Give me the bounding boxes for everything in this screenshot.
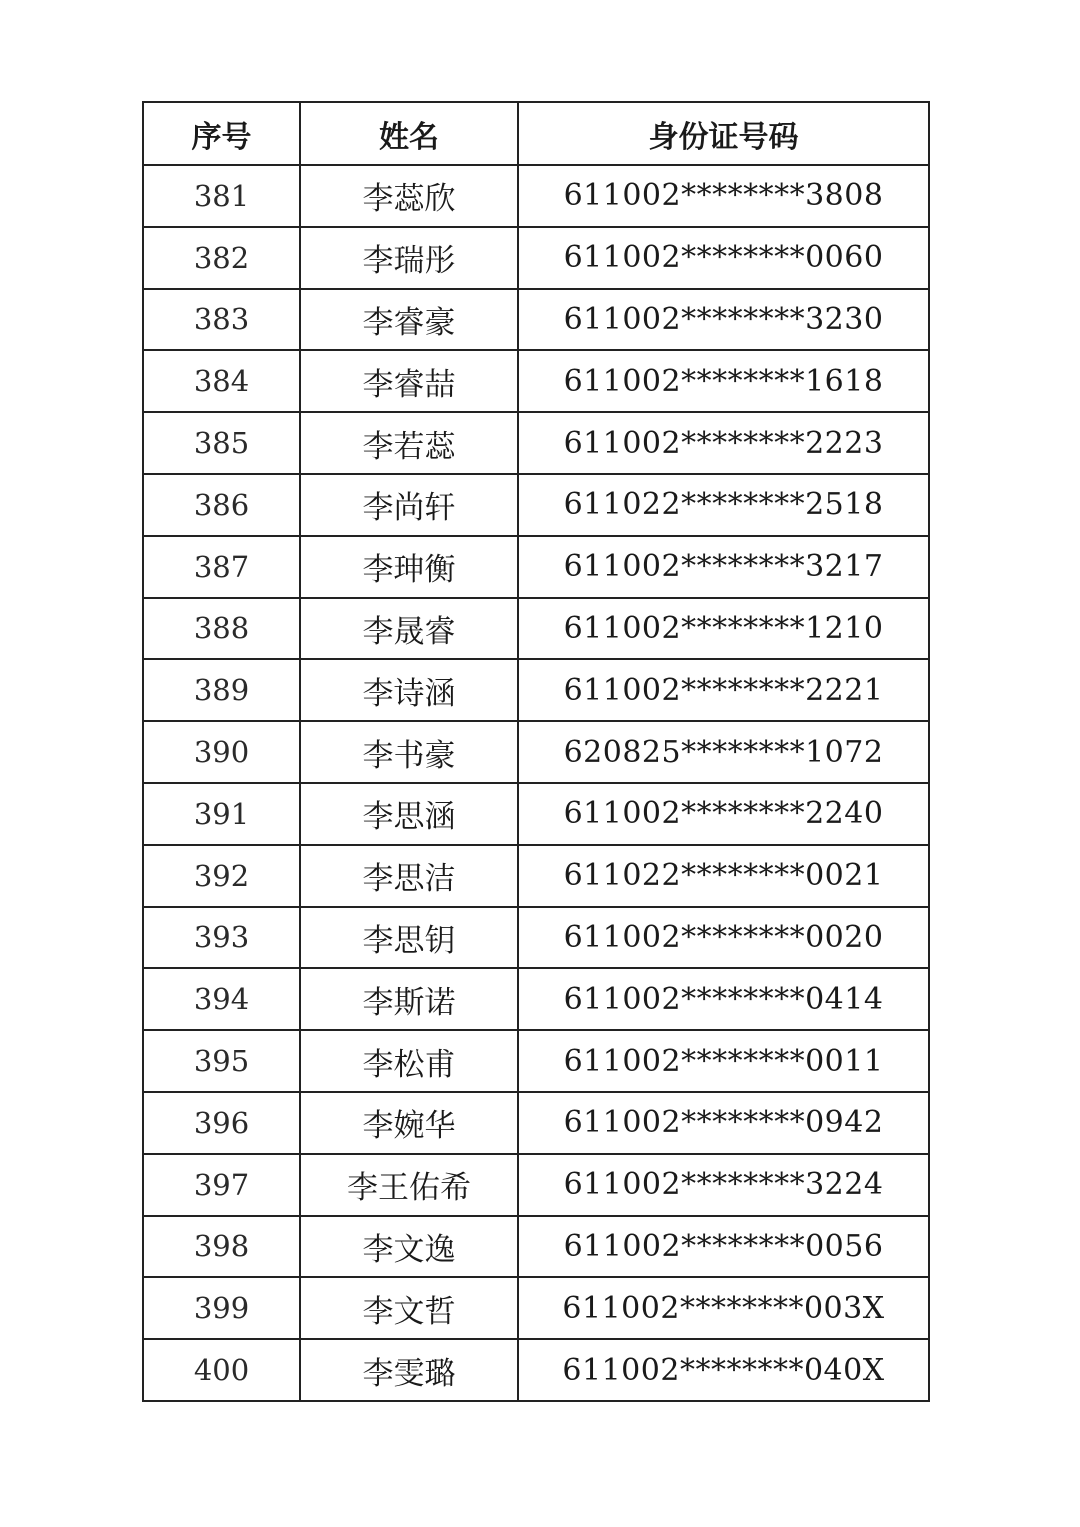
table-row bbox=[143, 1277, 929, 1339]
serial-number-cell: 399 bbox=[143, 1277, 300, 1339]
id-number-cell: 611002********1210 bbox=[518, 598, 929, 660]
name-cell: 李晟睿 bbox=[300, 598, 518, 660]
name-cell: 李文哲 bbox=[300, 1277, 518, 1339]
name-cell: 李松甫 bbox=[300, 1030, 518, 1092]
header-serial-number: 序号 bbox=[143, 102, 300, 165]
name-cell: 李若蕊 bbox=[300, 412, 518, 474]
id-number-cell: 611022********2518 bbox=[518, 474, 929, 536]
id-number-cell: 611002********3224 bbox=[518, 1154, 929, 1216]
name-cell: 李思涵 bbox=[300, 783, 518, 845]
serial-number-cell: 397 bbox=[143, 1154, 300, 1216]
id-number-cell: 611002********0942 bbox=[518, 1092, 929, 1154]
serial-number-cell: 386 bbox=[143, 474, 300, 536]
table-header bbox=[143, 102, 929, 165]
id-number-cell: 611002********0056 bbox=[518, 1216, 929, 1278]
table-row bbox=[143, 1092, 929, 1154]
serial-number-cell: 389 bbox=[143, 659, 300, 721]
serial-number-cell: 388 bbox=[143, 598, 300, 660]
table-row bbox=[143, 1030, 929, 1092]
name-cell: 李斯诺 bbox=[300, 968, 518, 1030]
serial-number-cell: 392 bbox=[143, 845, 300, 907]
serial-number-cell: 387 bbox=[143, 536, 300, 598]
serial-number-cell: 385 bbox=[143, 412, 300, 474]
name-cell: 李诗涵 bbox=[300, 659, 518, 721]
serial-number-cell: 394 bbox=[143, 968, 300, 1030]
name-cell: 李瑞彤 bbox=[300, 227, 518, 289]
table-row bbox=[143, 845, 929, 907]
id-number-cell: 611002********003X bbox=[518, 1277, 929, 1339]
serial-number-cell: 381 bbox=[143, 165, 300, 227]
table-row bbox=[143, 1154, 929, 1216]
id-number-cell: 611002********3808 bbox=[518, 165, 929, 227]
serial-number-cell: 383 bbox=[143, 289, 300, 351]
name-cell: 李睿豪 bbox=[300, 289, 518, 351]
table-row bbox=[143, 783, 929, 845]
name-cell: 李睿喆 bbox=[300, 350, 518, 412]
id-number-cell: 611002********2221 bbox=[518, 659, 929, 721]
table-row bbox=[143, 289, 929, 351]
table-row bbox=[143, 350, 929, 412]
serial-number-cell: 398 bbox=[143, 1216, 300, 1278]
header-id-number: 身份证号码 bbox=[518, 102, 929, 165]
name-cell: 李蕊欣 bbox=[300, 165, 518, 227]
id-number-cell: 611002********2223 bbox=[518, 412, 929, 474]
table-row bbox=[143, 1216, 929, 1278]
name-cell: 李思钥 bbox=[300, 907, 518, 969]
header-name: 姓名 bbox=[300, 102, 518, 165]
serial-number-cell: 390 bbox=[143, 721, 300, 783]
id-number-cell: 611002********0414 bbox=[518, 968, 929, 1030]
serial-number-cell: 396 bbox=[143, 1092, 300, 1154]
id-number-cell: 611002********3230 bbox=[518, 289, 929, 351]
table-row bbox=[143, 474, 929, 536]
serial-number-cell: 391 bbox=[143, 783, 300, 845]
name-cell: 李文逸 bbox=[300, 1216, 518, 1278]
id-number-cell: 611002********0020 bbox=[518, 907, 929, 969]
name-cell: 李雯璐 bbox=[300, 1339, 518, 1401]
roster-table bbox=[142, 101, 930, 1402]
serial-number-cell: 395 bbox=[143, 1030, 300, 1092]
id-number-cell: 611002********040X bbox=[518, 1339, 929, 1401]
table-row bbox=[143, 659, 929, 721]
table-row bbox=[143, 412, 929, 474]
id-number-cell: 611002********2240 bbox=[518, 783, 929, 845]
table-row bbox=[143, 227, 929, 289]
table-row bbox=[143, 165, 929, 227]
id-number-cell: 611002********0011 bbox=[518, 1030, 929, 1092]
id-number-cell: 611002********1618 bbox=[518, 350, 929, 412]
table-row bbox=[143, 968, 929, 1030]
serial-number-cell: 393 bbox=[143, 907, 300, 969]
table-row bbox=[143, 1339, 929, 1401]
serial-number-cell: 382 bbox=[143, 227, 300, 289]
id-number-cell: 611002********3217 bbox=[518, 536, 929, 598]
id-number-cell: 611002********0060 bbox=[518, 227, 929, 289]
name-cell: 李珅衡 bbox=[300, 536, 518, 598]
name-cell: 李尚轩 bbox=[300, 474, 518, 536]
table-row bbox=[143, 907, 929, 969]
table-body bbox=[143, 165, 929, 1401]
name-cell: 李书豪 bbox=[300, 721, 518, 783]
id-number-cell: 611022********0021 bbox=[518, 845, 929, 907]
header-row bbox=[143, 102, 929, 165]
name-cell: 李王佑希 bbox=[300, 1154, 518, 1216]
table-row bbox=[143, 598, 929, 660]
id-number-cell: 620825********1072 bbox=[518, 721, 929, 783]
table-row bbox=[143, 536, 929, 598]
name-cell: 李婉华 bbox=[300, 1092, 518, 1154]
table-row bbox=[143, 721, 929, 783]
serial-number-cell: 384 bbox=[143, 350, 300, 412]
serial-number-cell: 400 bbox=[143, 1339, 300, 1401]
name-cell: 李思洁 bbox=[300, 845, 518, 907]
